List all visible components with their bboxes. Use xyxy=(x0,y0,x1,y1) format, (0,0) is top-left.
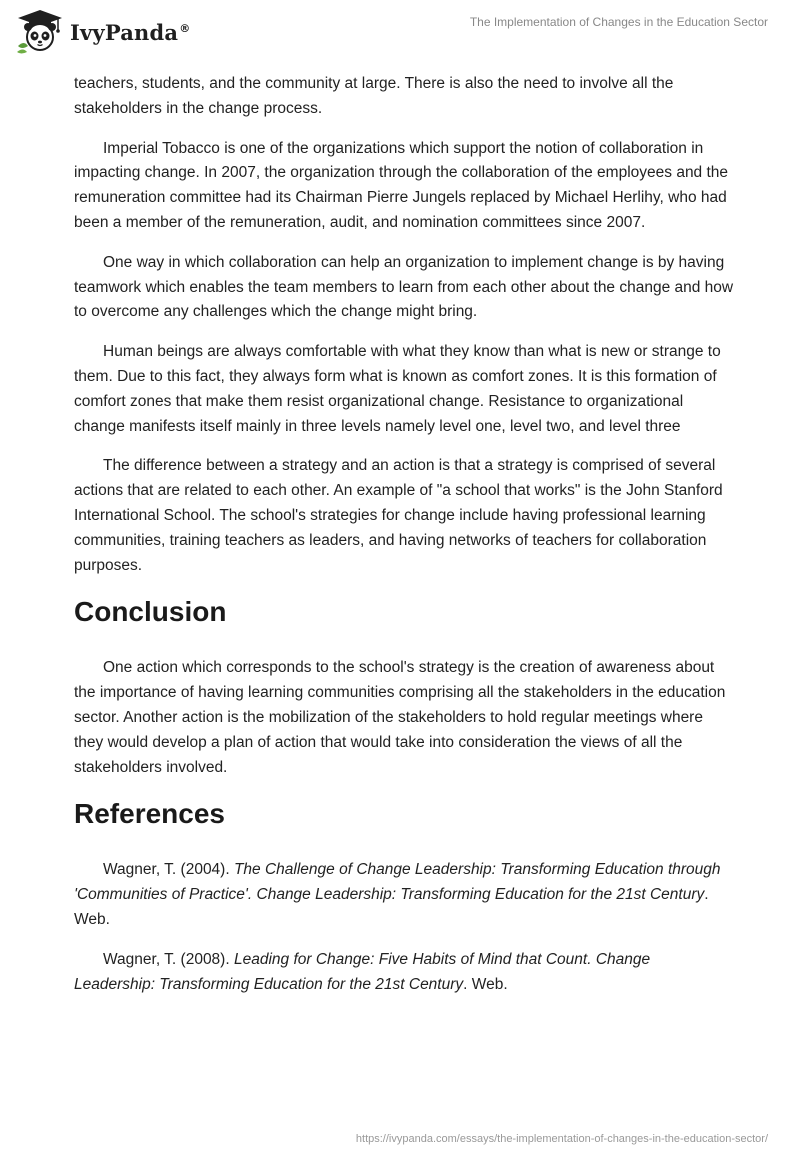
conclusion-heading: Conclusion xyxy=(74,596,227,628)
reference-author: Wagner, T. (2008). xyxy=(103,950,234,968)
brand-label: IvyPanda xyxy=(70,19,179,45)
document-title: The Implementation of Changes in the Education Sector xyxy=(469,15,768,29)
registered-mark: ® xyxy=(179,21,191,35)
reference-title: The Challenge of Change Leadership: Transforming Education through 'Communities of Practice'. Change Leadership: Transforming Education for the 21st Century xyxy=(74,861,721,904)
paragraph-strategy-action: The difference between a strategy and an action is that a strategy is comprised of several actions that are related to each other. An example of "a school that works" is the John Stanford International School. The school's strategies for change include having professional learning communities, training teachers as leaders, and having networks of teachers for collaboration purposes. xyxy=(74,457,723,574)
paragraph-imperial-tobacco: Imperial Tobacco is one of the organizations which support the notion of collaboration in impacting change. In 2007, the organization through the collaboration of the employees and the remuneration committee had its Chairman Pierre Jungels replaced by Michael Herlihy, who had been a member of the remuneration, audit, and nomination committees since 2007. xyxy=(74,139,729,231)
brand-name xyxy=(70,20,190,45)
references-heading: References xyxy=(74,798,225,830)
paragraph-collaboration: One way in which collaboration can help an organization to implement change is by having teamwork which enables the team members to learn from each other about the change and how to overcome any challenges which the change might bring. xyxy=(74,253,734,321)
paragraph-conclusion: One action which corresponds to the school's strategy is the creation of awareness about the importance of having learning communities comprising all the stakeholders in the education sector. Another action is the mobilization of the stakeholders to hold regular meetings where they would develop a plan of action that would take into consideration the views of all the stakeholders involved. xyxy=(74,659,726,776)
ivypanda-logo[interactable] xyxy=(14,8,190,54)
reference-suffix: . Web. xyxy=(463,975,508,993)
reference-title: Leading for Change: Five Habits of Mind that Count. Change Leadership: Transforming Education for the 21st Century xyxy=(74,950,651,993)
reference-item-2 xyxy=(74,948,734,998)
essay-content xyxy=(74,72,734,1012)
reference-author: Wagner, T. (2004). xyxy=(103,861,234,879)
source-url[interactable]: https://ivypanda.com/essays/the-implementation-of-changes-in-the-education-sector/ xyxy=(355,1133,768,1145)
paragraph-comfort-zones: Human beings are always comfortable with what they know than what is new or strange to them. Due to this fact, they always form what is known as comfort zones. It is this formation of comfort zones that make them resist organizational change. Resistance to organizational change manifests itself mainly in three levels namely level one, level two, and level three xyxy=(74,343,721,435)
reference-suffix: . Web. xyxy=(74,886,709,928)
paragraph-continuation: teachers, students, and the community at large. There is also the need to involve all the stakeholders in the change process. xyxy=(74,75,674,117)
reference-item-1 xyxy=(74,858,734,932)
panda-graduate-icon xyxy=(14,8,66,54)
page-header xyxy=(0,0,800,60)
